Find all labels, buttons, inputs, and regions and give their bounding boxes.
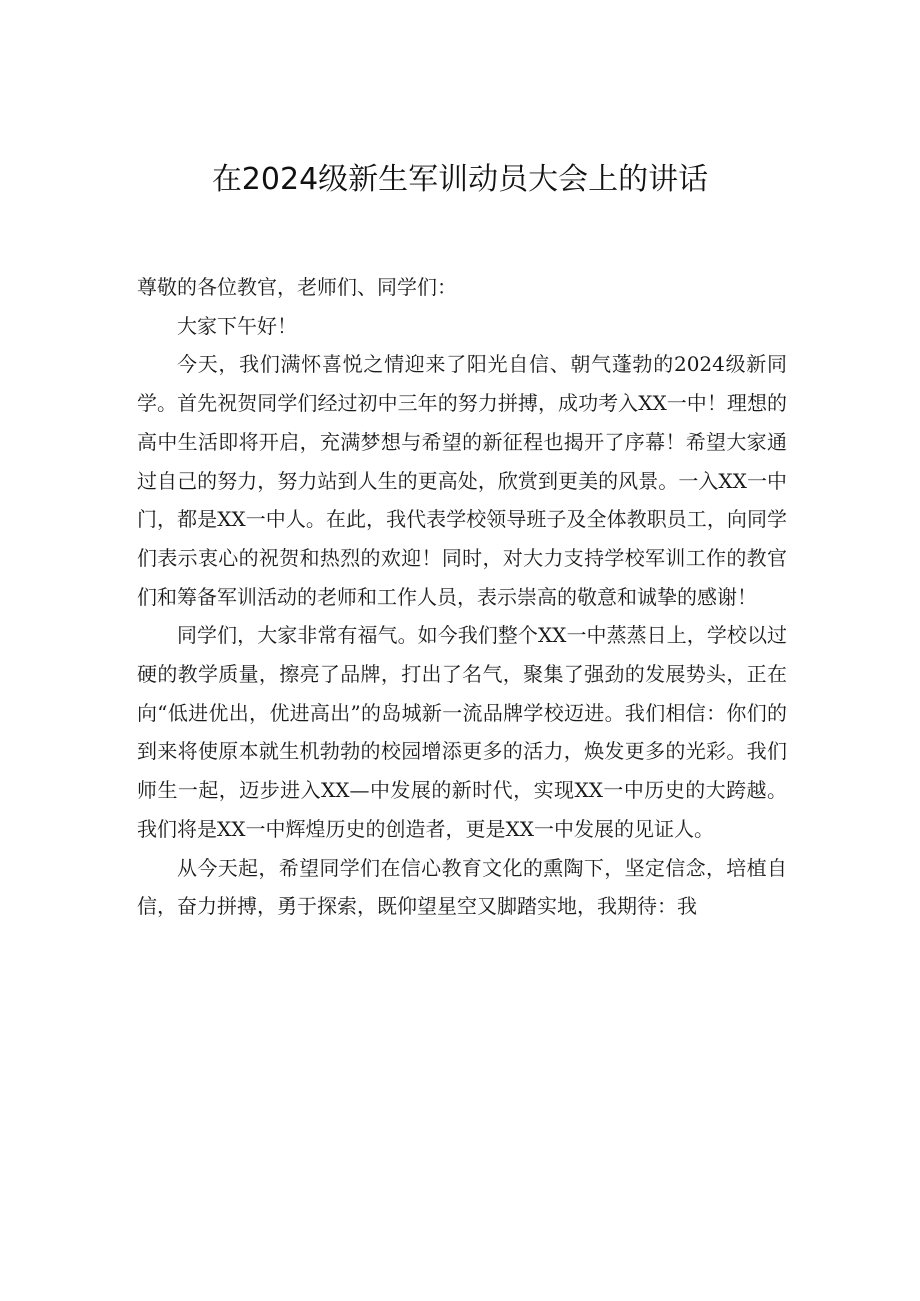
paragraph-welcome: 今天，我们满怀喜悦之情迎来了阳光自信、朝气蓬勃的2024级新同学。首先祝贺同学们经过初中三年的努力拼搏，成功考入XX一中！理想的高中生活即将开启，充满梦想与希望的新征程也揭开了序幕！希望大家通过自己的努力，努力站到人生的更高处，欣赏到更美的风景。一入XX一中门，都是XX一中人。在此，我代表学校领导班子及全体教职员工，向同学们表示衷心的祝贺和热烈的欢迎！同时，对大力支持学校军训工作的教官们和筹备军训活动的老师和工作人员，表示崇高的敬意和诚挚的感谢！	[137, 352, 787, 609]
paragraph-school-development: 同学们，大家非常有福气。如今我们整个XX一中蒸蒸日上，学校以过硬的教学质量，擦亮了品牌，打出了名气，聚集了强劲的发展势头，正在向“低进优出，优进高出”的岛城新一流品牌学校迈进。我们相信：你们的到来将使原本就生机勃勃的校园增添更多的活力，焕发更多的光彩。我们师生一起，迈步进入XX—中发展的新时代，实现XX一中历史的大跨越。我们将是XX一中辉煌历史的创造者，更是XX一中发展的见证人。	[137, 623, 787, 841]
document-title: 在2024级新生军训动员大会上的讲话	[211, 162, 709, 197]
greeting-line: 大家下午好！	[177, 313, 297, 338]
salutation-line: 尊敬的各位教官，老师们、同学们：	[137, 275, 457, 299]
paragraph-expectations: 从今天起，希望同学们在信心教育文化的熏陶下，坚定信念，培植自信，奋力拼搏，勇于探索，既仰望星空又脚踏实地，我期待：我	[137, 855, 787, 919]
speech-body	[137, 268, 787, 926]
